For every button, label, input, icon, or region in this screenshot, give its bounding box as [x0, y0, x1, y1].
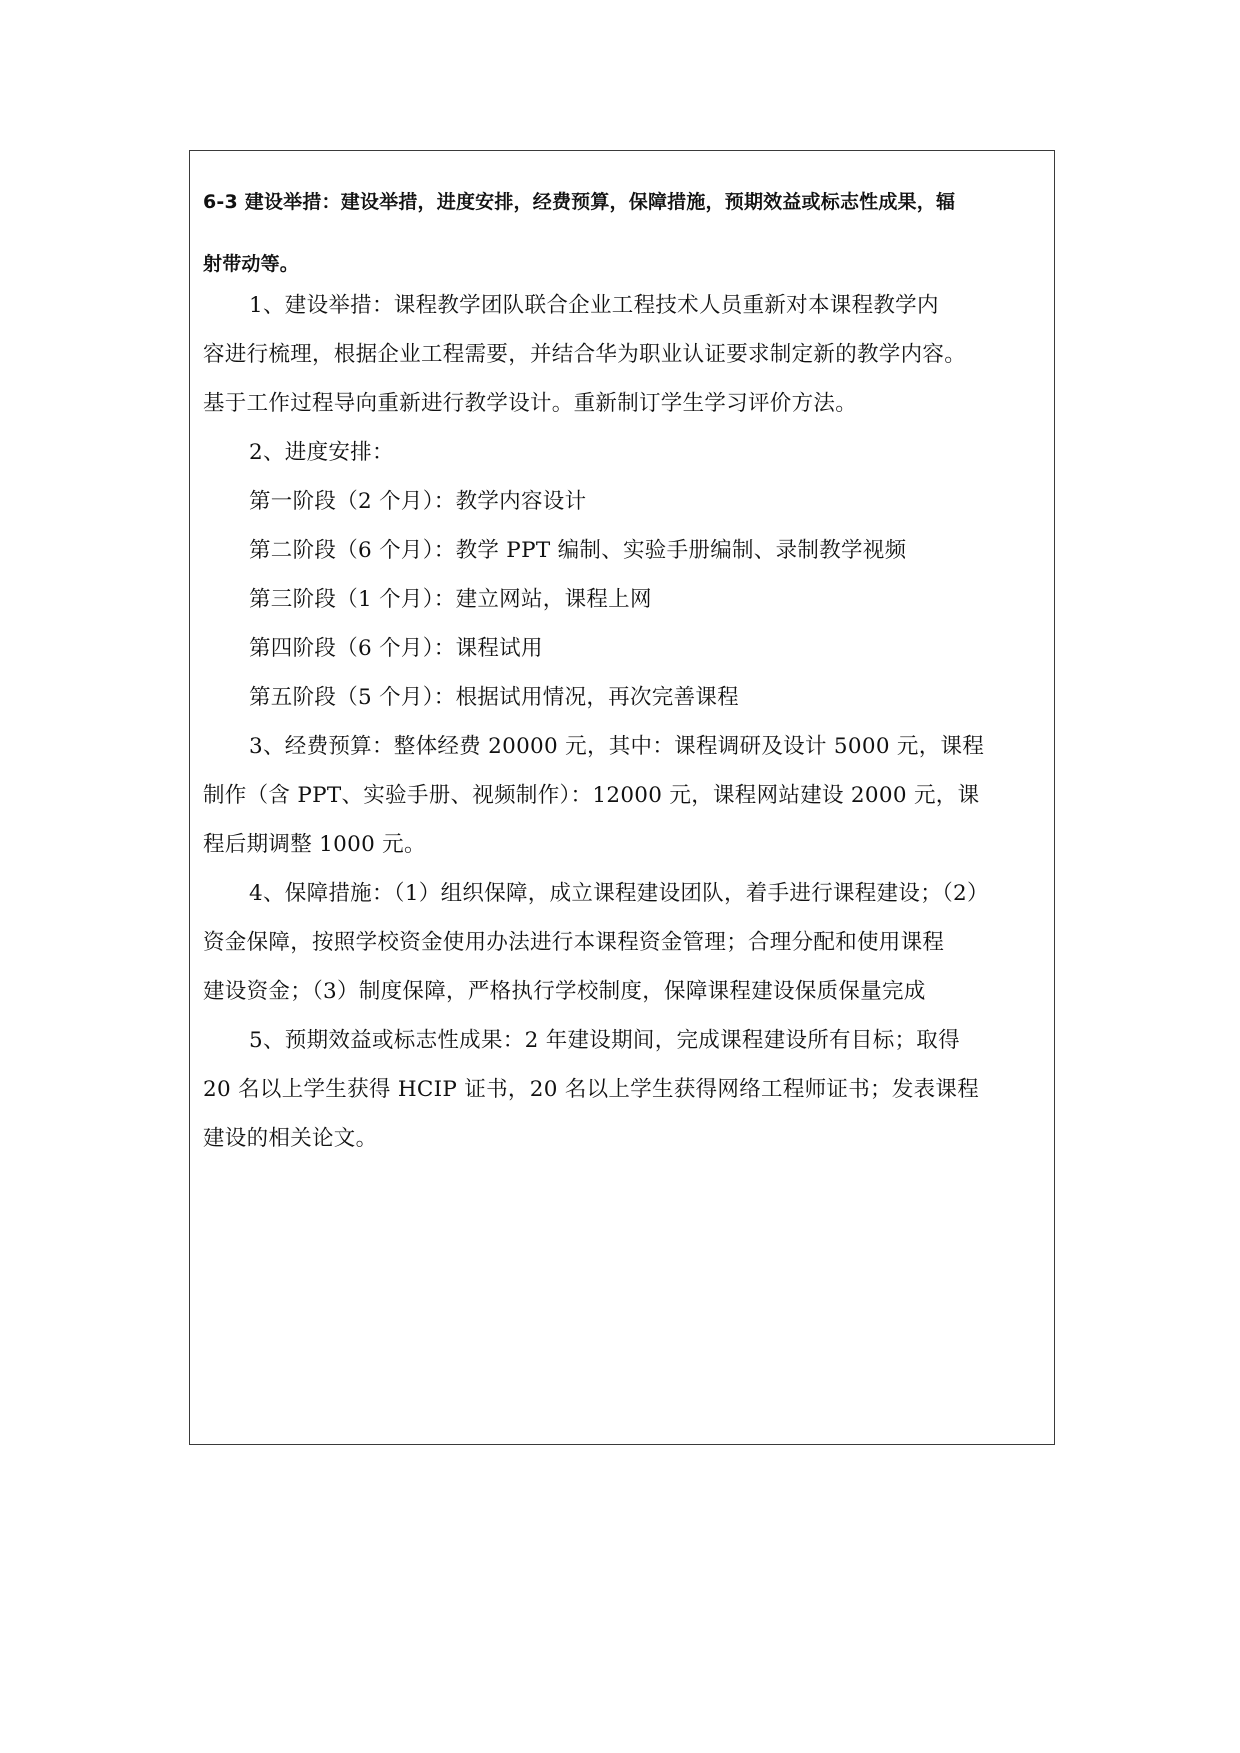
paragraph-line: 制作（含 PPT、实验手册、视频制作）：12000 元，课程网站建设 2000 元，课 [203, 783, 980, 808]
paragraph-line: 容进行梳理，根据企业工程需要，并结合华为职业认证要求制定新的教学内容。 [203, 342, 967, 367]
paragraph-line: 建设的相关论文。 [203, 1126, 378, 1151]
paragraph-line: 程后期调整 1000 元。 [203, 832, 426, 857]
schedule-phase: 第三阶段（1 个月）：建立网站，课程上网 [249, 587, 652, 612]
schedule-phase: 第二阶段（6 个月）：教学 PPT 编制、实验手册编制、录制教学视频 [249, 538, 907, 563]
paragraph-line: 建设资金；（3）制度保障，严格执行学校制度，保障课程建设保质保量完成 [203, 979, 926, 1004]
paragraph-line: 基于工作过程导向重新进行教学设计。重新制订学生学习评价方法。 [203, 391, 858, 416]
paragraph-line: 4、保障措施：（1）组织保障，成立课程建设团队，着手进行课程建设；（2） [249, 881, 989, 906]
paragraph-line: 3、经费预算：整体经费 20000 元，其中：课程调研及设计 5000 元，课程 [249, 734, 985, 759]
paragraph-line: 20 名以上学生获得 HCIP 证书，20 名以上学生获得网络工程师证书；发表课程 [203, 1077, 980, 1102]
section-heading [203, 171, 1047, 295]
section-content [203, 281, 1047, 1163]
paragraph-line: 资金保障，按照学校资金使用办法进行本课程资金管理；合理分配和使用课程 [203, 930, 945, 955]
section-heading-line: 射带动等。 [203, 253, 300, 275]
schedule-phase: 第五阶段（5 个月）：根据试用情况，再次完善课程 [249, 685, 739, 710]
safeguards-paragraph [203, 869, 1047, 1016]
paragraph-line: 5、预期效益或标志性成果：2 年建设期间，完成课程建设所有目标；取得 [249, 1028, 960, 1053]
schedule-phase: 第四阶段（6 个月）：课程试用 [249, 636, 543, 661]
form-table-cell [189, 150, 1055, 1445]
schedule-paragraph [203, 428, 1047, 722]
budget-paragraph [203, 722, 1047, 869]
paragraph-line: 1、建设举措：课程教学团队联合企业工程技术人员重新对本课程教学内 [249, 293, 939, 318]
schedule-title: 2、进度安排： [249, 440, 394, 465]
expected-outcomes-paragraph [203, 1016, 1047, 1163]
construction-measures-paragraph [203, 281, 1047, 428]
schedule-phase: 第一阶段（2 个月）：教学内容设计 [249, 489, 587, 514]
section-heading-line: 6-3 建设举措：建设举措，进度安排，经费预算，保障措施，预期效益或标志性成果，辐 [203, 191, 956, 213]
